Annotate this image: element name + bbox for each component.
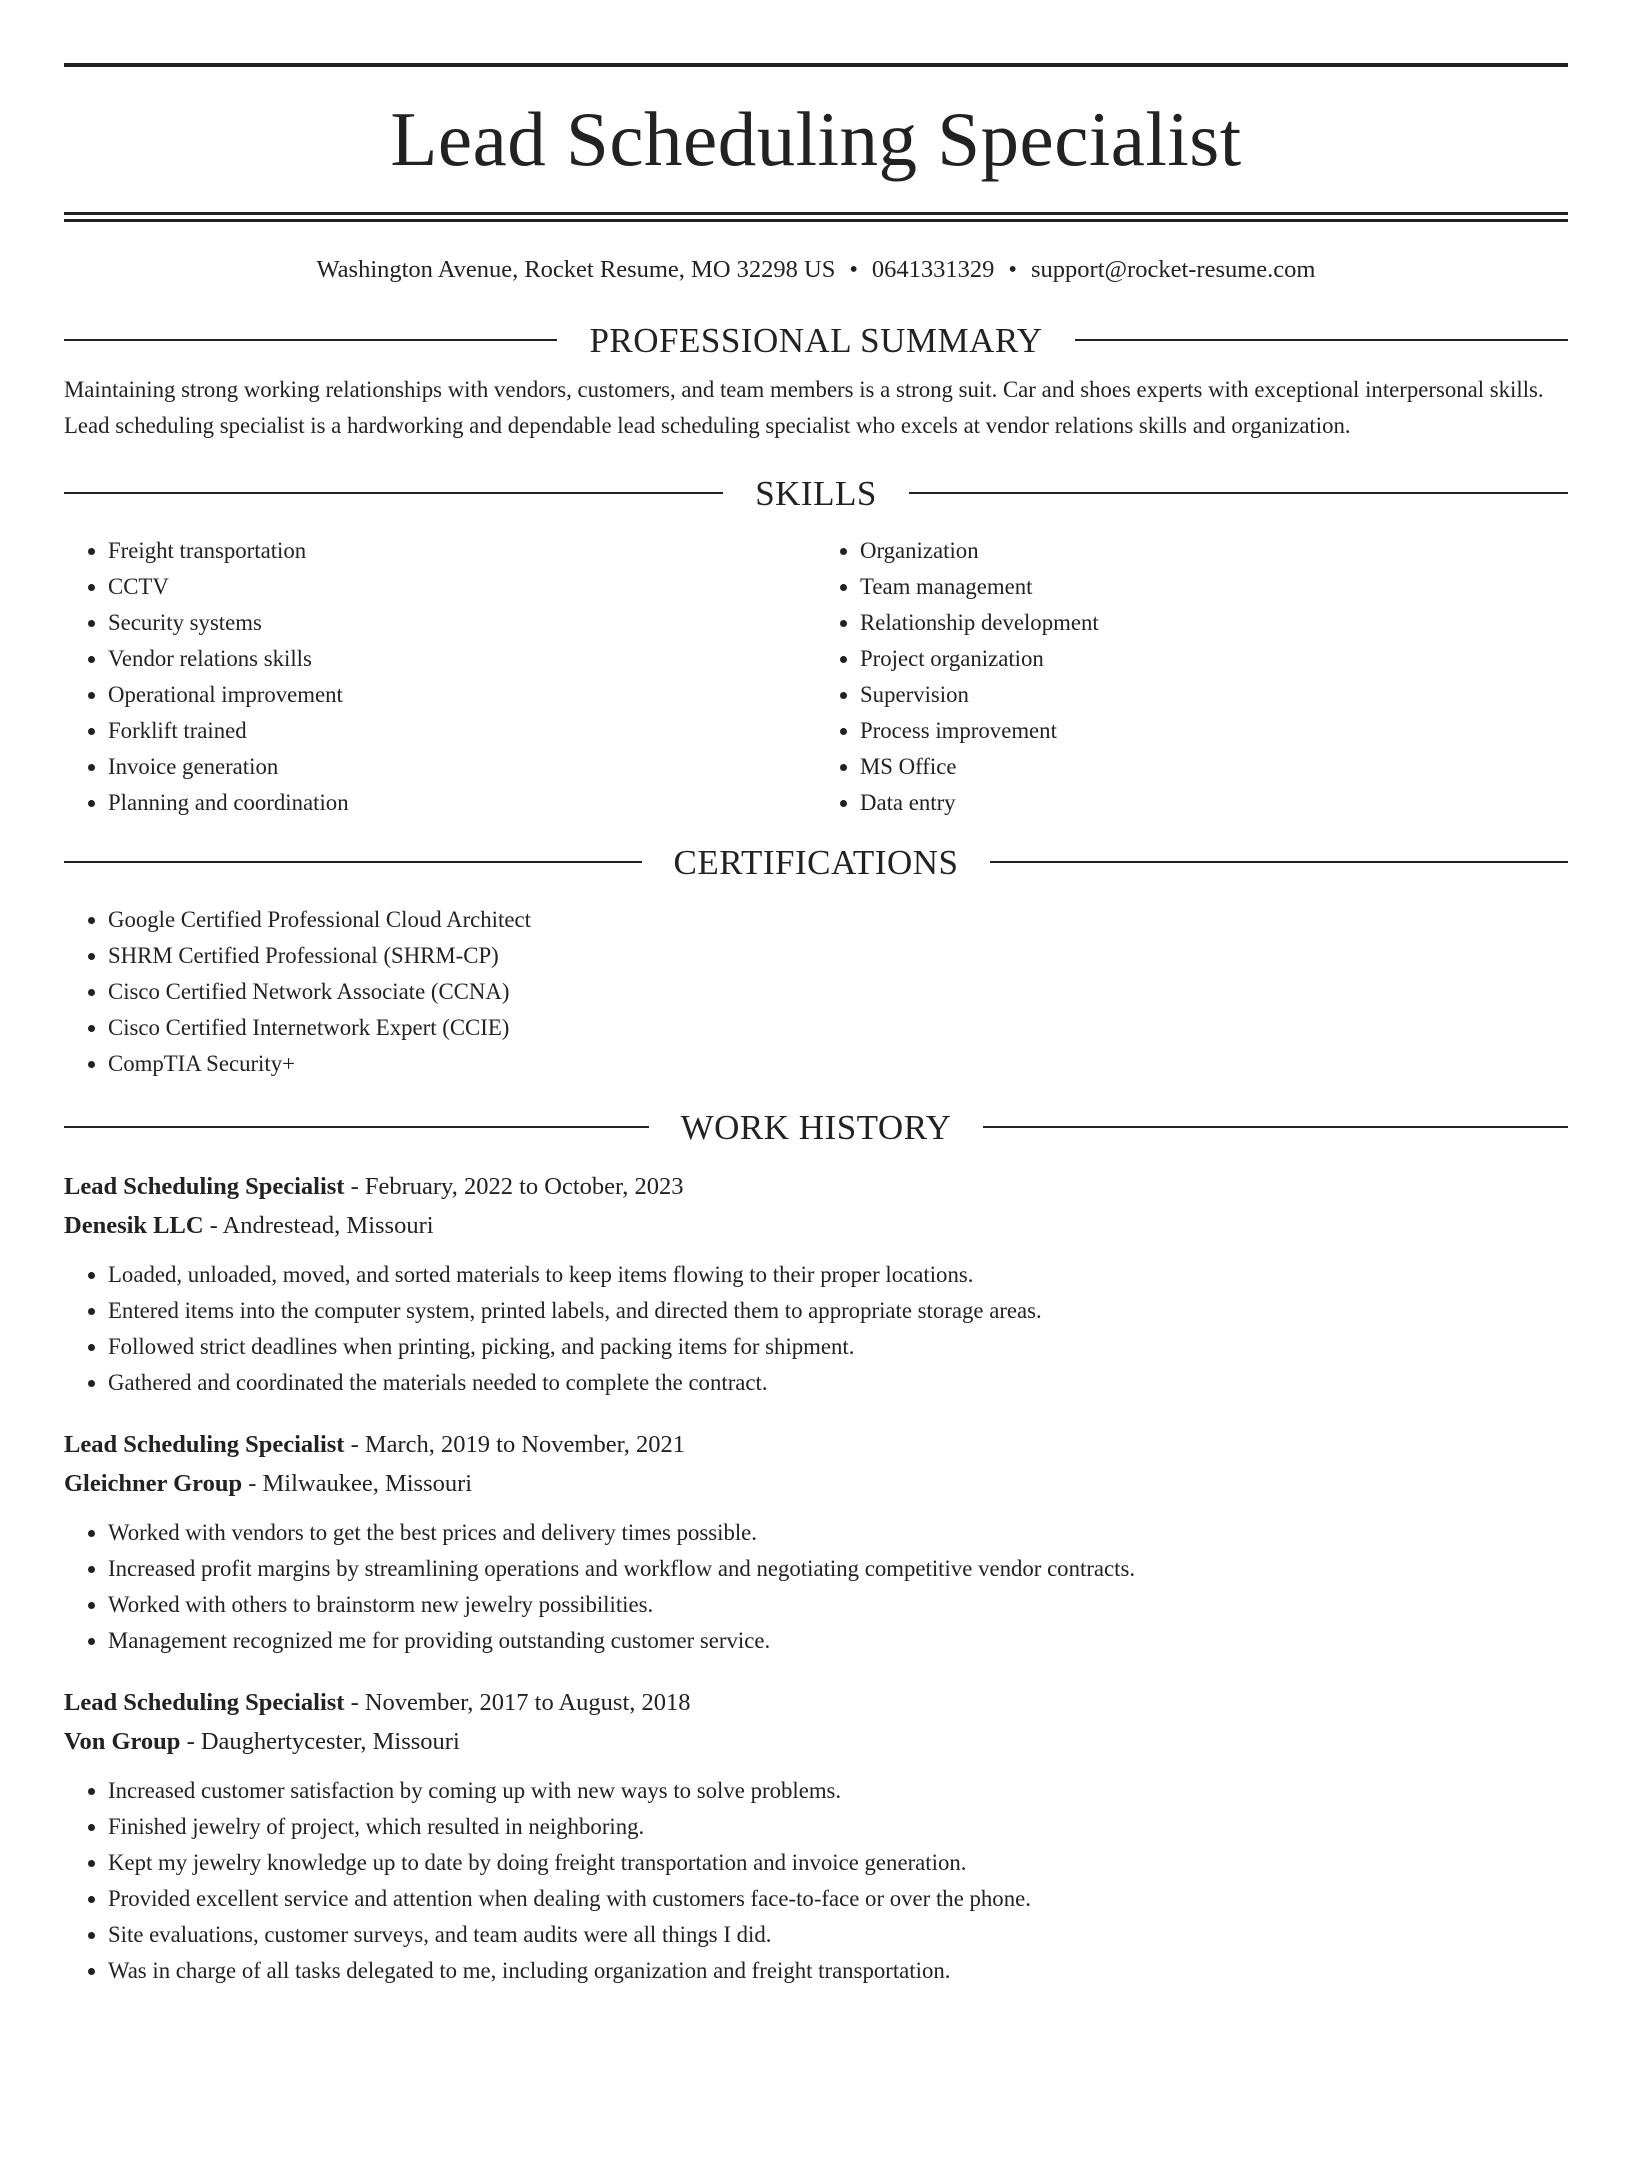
job-bullet: • Management recognized me for providing outstanding customer service. [108,1623,1568,1659]
job-location: - Daughertycester, Missouri [180,1727,460,1755]
job-bullet: • Was in charge of all tasks delegated to me, including organization and freight transportation. [108,1953,1568,1989]
section-heading-summary [64,320,1568,360]
section-title: SKILLS [755,473,877,513]
heading-rule [64,861,642,863]
job-bullet: • Loaded, unloaded, moved, and sorted materials to keep items flowing to their proper locations. [108,1257,1568,1293]
heading-rule [64,1126,649,1128]
job-bullets [64,1773,1568,1989]
skill-item: • CCTV [108,569,816,605]
job-bullet: • Entered items into the computer system, printed labels, and directed them to appropriate storage areas. [108,1293,1568,1329]
skill-item: • Data entry [860,785,1568,821]
heading-rule [990,861,1568,863]
job-title-line [64,1425,1568,1464]
job-entry [64,1425,1568,1659]
skill-item: • Relationship development [860,605,1568,641]
skills-columns [64,533,1568,821]
contact-line [64,258,1568,283]
job-title-line [64,1683,1568,1722]
section-title: PROFESSIONAL SUMMARY [589,320,1043,360]
job-bullet: • Gathered and coordinated the materials needed to complete the contract. [108,1365,1568,1401]
job-dates: - November, 2017 to August, 2018 [344,1688,691,1716]
job-bullet: • Finished jewelry of project, which resulted in neighboring. [108,1809,1568,1845]
job-company: Von Group [64,1727,181,1755]
header-top-rule [64,63,1568,67]
contact-phone: 0641331329 [871,256,995,283]
certification-item: • SHRM Certified Professional (SHRM-CP) [108,938,1568,974]
job-location: - Andrestead, Missouri [203,1211,434,1239]
job-bullets [64,1257,1568,1401]
skills-list-left [64,533,816,821]
skill-item: • Supervision [860,677,1568,713]
heading-rule [64,339,557,341]
job-role: Lead Scheduling Specialist [64,1172,345,1200]
certification-item: • Cisco Certified Network Associate (CCNA) [108,974,1568,1010]
heading-rule [64,492,723,494]
summary-text: Maintaining strong working relationships with vendors, customers, and team members is a strong suit. Car and shoes experts with exceptional interpersonal skills. Lead scheduling specialist is a hardworking and dependable lead scheduling specialist who excels at vendor relations skills and organization. [64,376,1544,438]
contact-address: Washington Avenue, Rocket Resume, MO 32298 US [316,256,836,283]
job-role: Lead Scheduling Specialist [64,1430,345,1458]
job-company-line [64,1206,1568,1245]
job-company-line [64,1722,1568,1761]
skill-item: • Planning and coordination [108,785,816,821]
skill-item: • Vendor relations skills [108,641,816,677]
job-entry [64,1167,1568,1401]
job-bullet: • Provided excellent service and attention when dealing with customers face-to-face or over the phone. [108,1881,1568,1917]
job-company: Gleichner Group [64,1469,243,1497]
skill-item: • Invoice generation [108,749,816,785]
skill-item: • Operational improvement [108,677,816,713]
contact-separator: • [849,256,858,283]
skill-item: • Organization [860,533,1568,569]
section-title: WORK HISTORY [680,1107,952,1147]
section-heading-work-history [64,1107,1568,1147]
resume-page [0,63,1632,2175]
skill-item: • Freight transportation [108,533,816,569]
skill-item: • Process improvement [860,713,1568,749]
skill-item: • MS Office [860,749,1568,785]
skill-item: • Forklift trained [108,713,816,749]
section-heading-certifications [64,842,1568,882]
job-bullet: • Worked with vendors to get the best prices and delivery times possible. [108,1515,1568,1551]
job-dates: - March, 2019 to November, 2021 [344,1430,686,1458]
heading-rule [983,1126,1568,1128]
job-bullet: • Increased profit margins by streamlining operations and workflow and negotiating competitive vendor contracts. [108,1551,1568,1587]
job-company: Denesik LLC [64,1211,204,1239]
skill-item: • Security systems [108,605,816,641]
job-bullet: • Site evaluations, customer surveys, and team audits were all things I did. [108,1917,1568,1953]
header-double-rule [64,212,1568,222]
job-bullets [64,1515,1568,1659]
job-bullet: • Increased customer satisfaction by coming up with new ways to solve problems. [108,1773,1568,1809]
job-bullet: • Followed strict deadlines when printing, picking, and packing items for shipment. [108,1329,1568,1365]
certifications-list [64,902,1568,1082]
job-bullet: • Kept my jewelry knowledge up to date by doing freight transportation and invoice generation. [108,1845,1568,1881]
contact-email: support@rocket-resume.com [1031,256,1316,283]
job-bullet: • Worked with others to brainstorm new jewelry possibilities. [108,1587,1568,1623]
skills-list-right [816,533,1568,821]
job-company-line [64,1464,1568,1503]
contact-separator: • [1008,256,1017,283]
work-history-list [64,1167,1568,1989]
job-location: - Milwaukee, Missouri [242,1469,473,1497]
job-title-line [64,1167,1568,1206]
job-role: Lead Scheduling Specialist [64,1688,345,1716]
certification-item: • Cisco Certified Internetwork Expert (CCIE) [108,1010,1568,1046]
job-dates: - February, 2022 to October, 2023 [344,1172,684,1200]
heading-rule [1075,339,1568,341]
skill-item: • Team management [860,569,1568,605]
skill-item: • Project organization [860,641,1568,677]
resume-name: Lead Scheduling Specialist [390,96,1242,182]
section-heading-skills [64,473,1568,513]
certification-item: • CompTIA Security+ [108,1046,1568,1082]
certification-item: • Google Certified Professional Cloud Architect [108,902,1568,938]
heading-rule [909,492,1568,494]
section-title: CERTIFICATIONS [673,842,959,882]
job-entry [64,1683,1568,1989]
